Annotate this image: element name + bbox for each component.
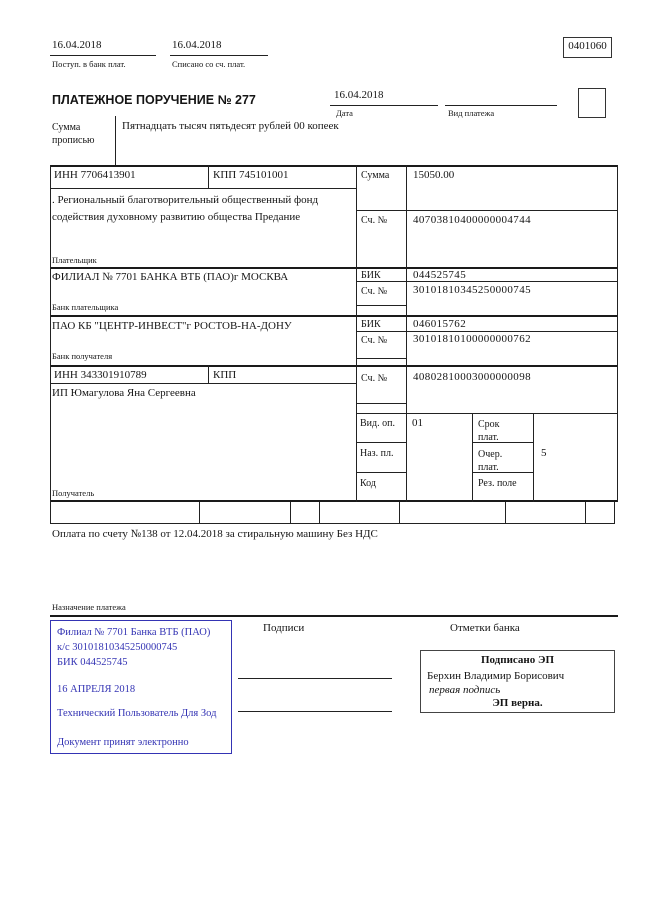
priority-label: Очер. плат. <box>478 449 503 473</box>
table-border-line <box>50 315 618 317</box>
payee-kpp-label: КПП <box>213 369 237 381</box>
table-border-line <box>356 403 406 404</box>
payee-bank-account: 30101810100000000762 <box>413 333 531 345</box>
reserve-field-label: Рез. поле <box>478 478 517 489</box>
sum-label: Сумма <box>361 170 390 181</box>
debited-date-underline <box>170 55 268 56</box>
signature-line <box>238 711 392 712</box>
esign-valid: ЭП верна. <box>492 697 543 709</box>
bank-stamp-box <box>50 620 232 754</box>
received-date-label: Поступ. в банк плат. <box>52 59 126 69</box>
page-title: ПЛАТЕЖНОЕ ПОРУЧЕНИЕ № 277 <box>52 93 256 107</box>
esign-signer: Берхин Владимир Борисович <box>427 670 565 682</box>
received-date: 16.04.2018 <box>52 39 102 51</box>
payer-bank-bik-label: БИК <box>361 270 381 281</box>
payer-kpp: КПП 745101001 <box>213 169 289 181</box>
form-code-box <box>563 37 612 58</box>
purpose-bottom-border <box>50 615 618 617</box>
table-border-line <box>208 165 209 188</box>
payee-bank-name: ПАО КБ "ЦЕНТР-ИНВЕСТ"г РОСТОВ-НА-ДОНУ <box>52 320 292 332</box>
payee-bank-bik-label: БИК <box>361 319 381 330</box>
payee-section-label: Получатель <box>52 488 95 498</box>
payer-bank-name: ФИЛИАЛ № 7701 БАНКА ВТБ (ПАО)г МОСКВА <box>52 271 289 283</box>
form-code: 0401060 <box>568 40 607 52</box>
payee-bank-account-label: Сч. № <box>361 335 388 346</box>
table-border-line <box>356 442 406 443</box>
stamp-user: Технический Пользователь Для Зод <box>57 708 217 719</box>
stamp-date: 16 АПРЕЛЯ 2018 <box>57 684 136 695</box>
op-kind-label: Вид. оп. <box>360 418 395 429</box>
debited-date-label: Списано со сч. плат. <box>172 59 246 69</box>
payee-inn: ИНН 343301910789 <box>54 369 147 381</box>
payer-bank-section-label: Банк плательщика <box>52 302 119 312</box>
table-border-line <box>50 165 51 502</box>
payment-kind-box <box>578 88 606 118</box>
stamp-bank-name: Филиал № 7701 Банка ВТБ (ПАО) <box>57 627 211 638</box>
bank-marks-label: Отметки банка <box>450 622 520 634</box>
esign-title: Подписано ЭП <box>480 654 555 666</box>
payer-account: 40703810400000004744 <box>413 214 531 226</box>
signatures-label: Подписи <box>263 622 305 634</box>
debited-date: 16.04.2018 <box>172 39 222 51</box>
doc-date: 16.04.2018 <box>334 89 384 101</box>
payer-account-label: Сч. № <box>361 215 388 226</box>
op-kind-value: 01 <box>412 417 423 429</box>
amount-cell-divider <box>115 116 116 165</box>
strip-cell-border <box>50 502 51 523</box>
doc-date-underline <box>330 105 438 106</box>
sum-value: 15050.00 <box>413 169 455 181</box>
pay-purpose-code-label: Наз. пл. <box>360 448 394 459</box>
amount-in-words: Пятнадцать тысяч пятьдесят рублей 00 копеек <box>122 120 339 132</box>
strip-cell-border <box>505 502 506 523</box>
table-border-line <box>50 365 618 367</box>
doc-date-label: Дата <box>336 108 353 118</box>
payment-kind-label: Вид платежа <box>448 108 495 118</box>
esign-kind: первая подпись <box>429 684 501 696</box>
table-border-line <box>356 413 618 414</box>
payer-name: . Региональный благотворительный общественный фонд содействия духовному развитию общества Предание <box>52 194 319 223</box>
table-border-line <box>406 165 407 502</box>
strip-cell-border <box>585 502 586 523</box>
amount-in-words-label: Сумма прописью <box>52 122 95 146</box>
table-border-line <box>50 267 618 269</box>
due-label: Срок плат. <box>478 419 500 443</box>
table-border-line <box>356 331 618 332</box>
table-border-line <box>356 165 357 502</box>
stamp-note: Документ принят электронно <box>57 737 189 748</box>
table-border-line <box>50 188 356 189</box>
payer-bank-account: 30101810345250000745 <box>413 284 531 296</box>
payee-bank-section-label: Банк получателя <box>52 351 113 361</box>
strip-cell-border <box>319 502 320 523</box>
received-date-underline <box>50 55 156 56</box>
payer-inn: ИНН 7706413901 <box>54 169 136 181</box>
table-border-line <box>356 358 406 359</box>
table-border-line <box>472 413 473 502</box>
table-border-line <box>356 472 406 473</box>
esign-box <box>420 650 615 713</box>
priority-value: 5 <box>541 447 547 459</box>
payer-bank-account-label: Сч. № <box>361 286 388 297</box>
stamp-bik: БИК 044525745 <box>57 657 128 668</box>
payee-account-label: Сч. № <box>361 373 388 384</box>
purpose-text: Оплата по счету №138 от 12.04.2018 за стиральную машину Без НДС <box>52 528 378 540</box>
table-border-line <box>356 281 618 282</box>
stamp-corr-account: к/с 30101810345250000745 <box>57 642 178 653</box>
strip-cell-border <box>399 502 400 523</box>
payee-bank-bik: 046015762 <box>413 318 467 330</box>
table-border-line <box>50 165 618 167</box>
strip-bottom-border <box>50 523 615 524</box>
table-border-line <box>50 383 356 384</box>
table-border-line <box>208 365 209 383</box>
payee-account: 40802810003000000098 <box>413 371 531 383</box>
table-border-line <box>533 413 534 502</box>
strip-cell-border <box>199 502 200 523</box>
table-border-line <box>356 305 406 306</box>
table-border-line <box>356 210 618 211</box>
payer-section-label: Плательщик <box>52 255 97 265</box>
strip-cell-border <box>290 502 291 523</box>
signature-line <box>238 678 392 679</box>
table-border-line <box>617 165 618 502</box>
strip-cell-border <box>614 502 615 523</box>
payer-bank-bik: 044525745 <box>413 269 467 281</box>
code-label: Код <box>360 478 376 489</box>
payee-name: ИП Юмагулова Яна Сергеевна <box>52 387 196 399</box>
payment-kind-underline <box>445 105 557 106</box>
purpose-section-label: Назначение платежа <box>52 602 126 612</box>
